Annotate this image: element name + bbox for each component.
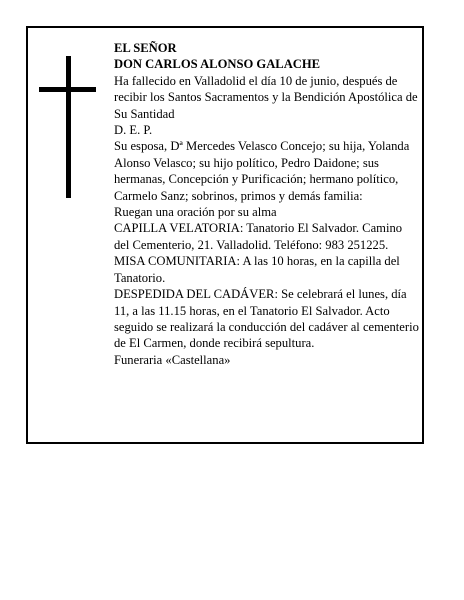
family-list: Su esposa, Dª Mercedes Velasco Concejo; su hija, Yolanda Alonso Velasco; su hijo político, Pedro Daidone; sus hermanas, Concepción y Purificación; hermano político, Carmelo Sanz; sobrinos, primos y demás familia: <box>114 139 410 203</box>
cross-horizontal-bar <box>39 87 96 92</box>
chapel-info: CAPILLA VELATORIA: Tanatorio El Salvador. Camino del Cementerio, 21. Valladolid. Teléfono: 983 251225. MISA COMUNITARIA: A las 10 horas, en la capilla del Tanatorio. <box>114 221 403 285</box>
cross-vertical-bar <box>66 56 71 198</box>
title-line-1: EL SEÑOR <box>114 41 177 55</box>
notice-text <box>114 40 420 368</box>
deceased-name: DON CARLOS ALONSO GALACHE <box>114 57 321 72</box>
prayer-request: Ruegan una oración por su alma <box>114 205 277 220</box>
farewell-info: DESPEDIDA DEL CADÁVER: Se celebrará el lunes, día 11, a las 11.15 horas, en el Tanatorio El Salvador. Acto seguido se realizará la conducción del cadáver al cementerio de El Carmen, donde recibirá sepultura. <box>114 287 419 351</box>
funeral-home: Funeraria «Castellana» <box>114 352 231 367</box>
obituary-notice <box>26 26 424 444</box>
death-announcement: Ha fallecido en Valladolid el día 10 de junio, después de recibir los Santos Sacramentos y la Bendición Apostólica de Su Santidad <box>114 73 418 121</box>
dep-line: D. E. P. <box>114 123 153 138</box>
